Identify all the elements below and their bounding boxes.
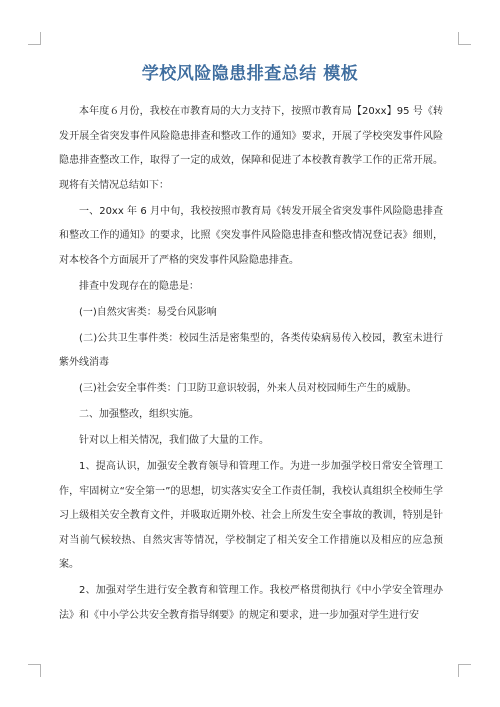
crop-mark-top-left — [28, 32, 41, 45]
document-title: 学校风险隐患排查总结 模板 — [141, 64, 359, 84]
crop-mark-bottom-right — [458, 664, 471, 677]
document-body — [59, 100, 443, 628]
paragraph-hazard-public-health: (二)公共卫生事件类：校园生活是密集型的，各类传染病易传入校园，教室未进行紫外线消毒 — [59, 332, 443, 368]
paragraph-item-two: 2、加强对学生进行安全教育和管理工作。我校严格贯彻执行《中小学安全管理办法》和《中小学公共安全教育指导纲要》的规定和要求，进一步加强对学生进行安 — [59, 585, 443, 621]
crop-mark-top-right — [458, 32, 471, 45]
paragraph-item-one: 1、提高认识，加强安全教育领导和管理工作。为进一步加强学校日常安全管理工作，牢固树立“安全第一”的思想，切实落实安全工作责任制，我校认真组织全校师生学习上级相关安全教育文件，并吸取近期外校、社会上所发生安全事故的教训，特别是针对当前气候较热、自然灾害等情况，学校制定了相关安全工作措施以及相应的应急预案。 — [59, 461, 443, 570]
paragraph-section-two: 二、加强整改，组织实施。 — [79, 409, 199, 420]
paragraph-hazard-social: (三)社会安全事件类：门卫防卫意识较弱，外来人员对校园师生产生的威胁。 — [79, 383, 417, 394]
paragraph-section-one: 一、20xx 年 6 月中旬，我校按照市教育局《转发开展全省突发事件风险隐患排查和整改工作的通知》的要求，比照《突发事件风险隐患排查和整改情况登记表》细则，对本校各个方面展开了严格的突发事件风险隐患排查。 — [59, 205, 443, 266]
crop-mark-bottom-left — [28, 664, 41, 677]
paragraph-work-summary: 针对以上相关情况，我们做了大量的工作。 — [79, 435, 269, 446]
paragraph-hazard-natural: (一)自然灾害类：易受台风影响 — [79, 306, 217, 318]
paragraph-hazards-heading: 排查中发现存在的隐患是： — [79, 280, 199, 292]
paragraph-intro: 本年度６月份，我校在市教育局的大力支持下，按照市教育局【20xx】95 号《转发开展全省突发事件风险隐患排查和整改工作的通知》要求，开展了学校突发事件风险隐患排查整改工作，取得了一定的成效，保障和促进了本校教育教学工作的正常开展。现将有关情况总结如下： — [59, 106, 443, 191]
